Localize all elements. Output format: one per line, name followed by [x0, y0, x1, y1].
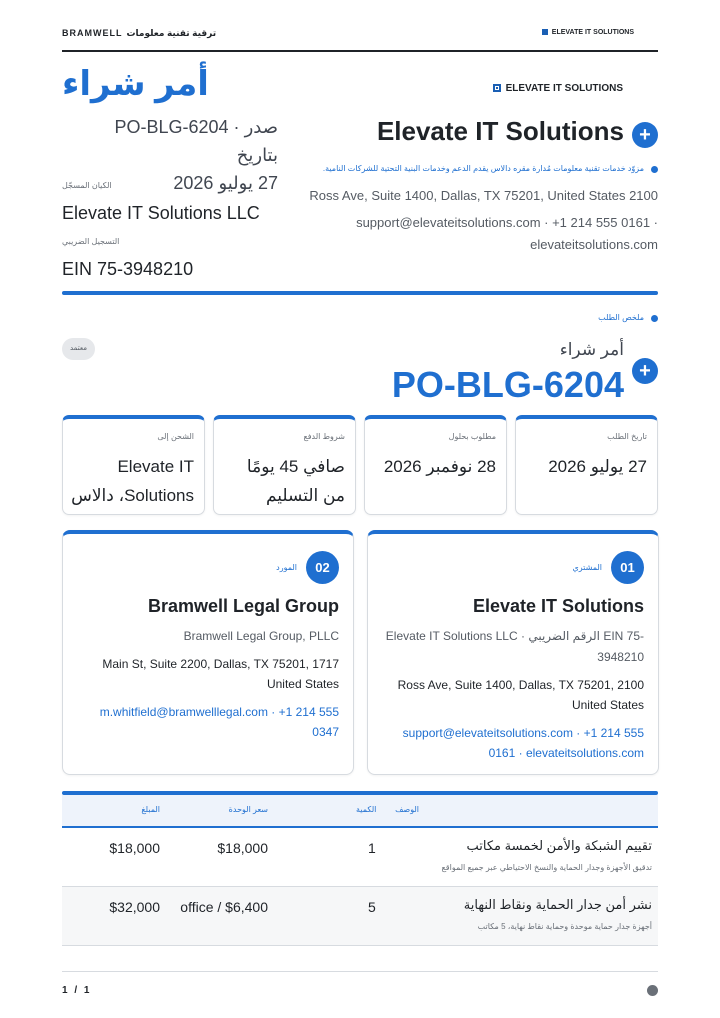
item-description: نشر أمن جدار الحماية ونقاط النهاية	[463, 897, 652, 912]
supplier-legal: Bramwell Legal Group, PLLC	[183, 629, 339, 643]
bullet-dot-icon	[651, 166, 658, 173]
header-amount: المبلغ	[141, 805, 160, 814]
table-row	[62, 828, 658, 887]
item-unit-price: $18,000	[217, 840, 268, 856]
buyer-name: Elevate IT Solutions	[472, 596, 644, 616]
company-contact: support@elevateitsolutions.com · +1 214 555 0161 · elevateitsolutions.com	[356, 215, 658, 252]
issue-date: 27 يوليو 2026	[173, 173, 278, 193]
card-value: صافي 45 يومًا من التسليم	[246, 457, 345, 505]
brand-subtitle: ترقية تقنية معلومات	[126, 28, 217, 38]
item-quantity: 5	[368, 899, 376, 915]
supplier-role: المورد	[276, 563, 297, 572]
entity-label: الكيان المسجّل	[62, 181, 112, 190]
top-bar	[62, 24, 658, 52]
po-number: PO-BLG-6204	[391, 364, 624, 405]
tax-label: التسجيل الضريبي	[62, 237, 120, 246]
payment-terms-card	[213, 415, 356, 515]
footer-dot-icon	[647, 985, 658, 996]
item-amount: $18,000	[109, 840, 160, 856]
entity-value: Elevate IT Solutions LLC	[62, 203, 260, 223]
footer-divider	[62, 971, 658, 972]
section-label: ملخص الطلب	[598, 313, 644, 322]
header-quantity: الكمية	[356, 805, 377, 814]
item-note: أجهزة جدار حماية موحدة وحماية نقاط نهاية، 5 مكاتب	[477, 922, 652, 931]
plus-icon: +	[632, 122, 658, 148]
card-label: شروط الدفع	[303, 432, 345, 441]
plus-icon: +	[632, 358, 658, 384]
card-label: تاريخ الطلب	[607, 432, 647, 441]
status-badge: معتمد	[62, 338, 95, 360]
page-number: 1 / 1	[62, 985, 90, 996]
buyer-address: Ross Ave, Suite 1400, Dallas, TX 75201, 2100 United States	[397, 678, 644, 712]
supplier-number-badge: 02	[306, 551, 339, 584]
tax-value: EIN 75-3948210	[62, 259, 194, 279]
header-divider	[62, 291, 658, 295]
issued-line: PO-BLG-6204 · صدر بتاريخ	[114, 117, 278, 165]
buyer-panel	[367, 530, 659, 775]
item-unit-price: office / $6,400	[180, 899, 268, 915]
company-chip: ELEVATE IT SOLUTIONS	[493, 83, 623, 94]
header-unit-price: سعر الوحدة	[228, 805, 268, 814]
section-dot-icon	[651, 315, 658, 322]
ship-to-card	[62, 415, 205, 515]
item-amount: $32,000	[109, 899, 160, 915]
header-description: الوصف	[395, 805, 419, 814]
logo-square-icon	[493, 84, 501, 92]
card-value: 28 نوفمبر 2026	[383, 457, 496, 476]
buyer-contact[interactable]: support@elevateitsolutions.com · +1 214 555 0161 · elevateitsolutions.com	[402, 726, 644, 760]
supplier-name: Bramwell Legal Group	[147, 596, 339, 616]
card-label: الشحن إلى	[157, 432, 194, 441]
brand-mark	[62, 28, 216, 39]
document-title: أمر شراء	[62, 65, 209, 103]
required-by-card	[364, 415, 507, 515]
company-address: Ross Ave, Suite 1400, Dallas, TX 75201, United States 2100	[309, 188, 658, 203]
supplier-contact[interactable]: m.whitfield@bramwelllegal.com · +1 214 555 0347	[99, 705, 339, 739]
buyer-number-badge: 01	[611, 551, 644, 584]
item-description: تقييم الشبكة والأمن لخمسة مكاتب	[466, 838, 652, 853]
buyer-role: المشتري	[572, 563, 602, 572]
company-name: Elevate IT Solutions	[376, 116, 624, 146]
client-label: ELEVATE IT SOLUTIONS	[542, 29, 634, 36]
square-bullet-icon	[542, 29, 548, 35]
item-note: تدقيق الأجهزة وجدار الحماية والنسخ الاحتياطي عبر جميع المواقع	[441, 863, 652, 872]
item-quantity: 1	[368, 840, 376, 856]
brand-name: BRAMWELL	[62, 28, 123, 38]
card-value: 27 يوليو 2026	[548, 457, 647, 476]
table-header	[62, 795, 658, 828]
company-tagline: مزوّد خدمات تقنية معلومات مُدارة مقره دالاس يقدم الدعم وخدمات البنية التحتية للشركات النامية.	[322, 164, 644, 173]
document-type: أمر شراء	[559, 340, 624, 359]
card-label: مطلوب بحلول	[448, 432, 496, 441]
order-date-card	[515, 415, 658, 515]
supplier-panel	[62, 530, 354, 775]
table-row	[62, 887, 658, 946]
card-value: Elevate IT Solutions، دالاس	[71, 457, 194, 505]
purchase-order-page	[62, 0, 658, 1018]
buyer-legal: Elevate IT Solutions LLC · الرقم الضريبي EIN 75-3948210	[385, 629, 644, 664]
supplier-address: Main St, Suite 2200, Dallas, TX 75201, 1717 United States	[102, 657, 339, 691]
